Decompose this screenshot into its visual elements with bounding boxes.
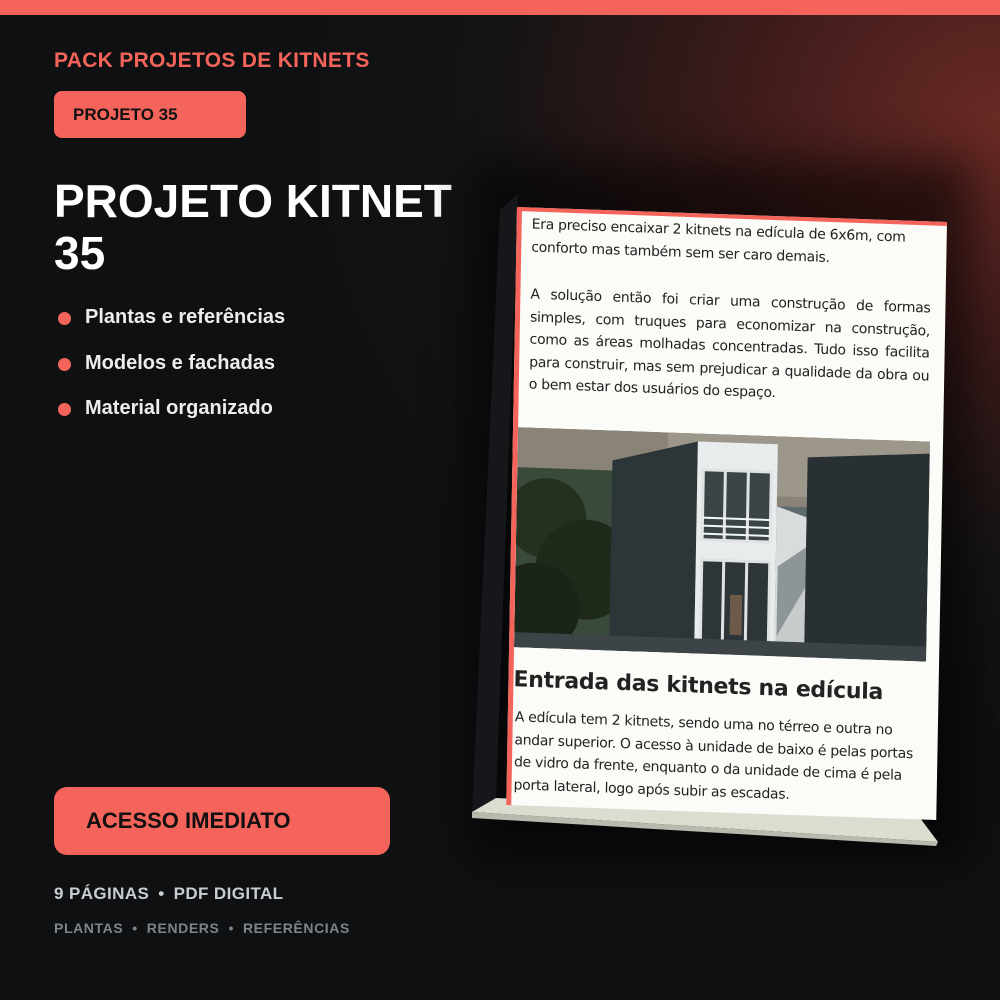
book-paragraph-3: A edícula tem 2 kitnets, sendo uma no térreo e outra no andar superior. O acesso à unidade de baixo é pelas portas de vidro da frente, enquanto o da unidade de cima é pela porta lateral, logo após subir as escadas. xyxy=(513,709,914,803)
feature-label: Plantas e referências xyxy=(85,306,286,328)
feature-label: Modelos e fachadas xyxy=(85,351,276,374)
book-paragraph-2: A solução então foi criar uma construção de formas simples, com truques para economizar na construção, como as áreas molhadas concentradas. Tudo isso facilita para construir, mas sem prejudicar a qualidade da obra ou o bem estar dos usuários do espaço. xyxy=(528,286,931,402)
pack-title: PACK PROJETOS DE KITNETS xyxy=(54,49,370,72)
book-paragraph-1: Era preciso encaixar 2 kitnets na edícula de 6x6m, com conforto mas também sem ser caro demais. xyxy=(531,216,906,266)
format-label: PDF DIGITAL xyxy=(173,884,284,903)
meta-tag: REFERÊNCIAS xyxy=(242,920,350,936)
book-section-title: Entrada das kitnets na edícula xyxy=(513,667,884,706)
house-render-image xyxy=(514,427,930,661)
separator-dot: • xyxy=(132,920,138,936)
meta-tag: RENDERS xyxy=(146,920,220,936)
separator-dot: • xyxy=(228,920,234,936)
title-line-1: PROJETO KITNET xyxy=(54,175,452,227)
title-line-2: 35 xyxy=(54,227,106,279)
product-meta-primary xyxy=(54,884,283,904)
separator-dot: • xyxy=(158,884,165,903)
meta-tag: PLANTAS xyxy=(54,920,124,936)
product-meta-secondary xyxy=(54,920,350,936)
book-page xyxy=(506,207,947,820)
project-badge: PROJETO 35 xyxy=(54,91,246,138)
feature-label: Material organizado xyxy=(85,397,273,419)
access-now-button[interactable]: ACESSO IMEDIATO xyxy=(54,787,390,855)
page-count-label: 9 PÁGINAS xyxy=(54,884,150,903)
